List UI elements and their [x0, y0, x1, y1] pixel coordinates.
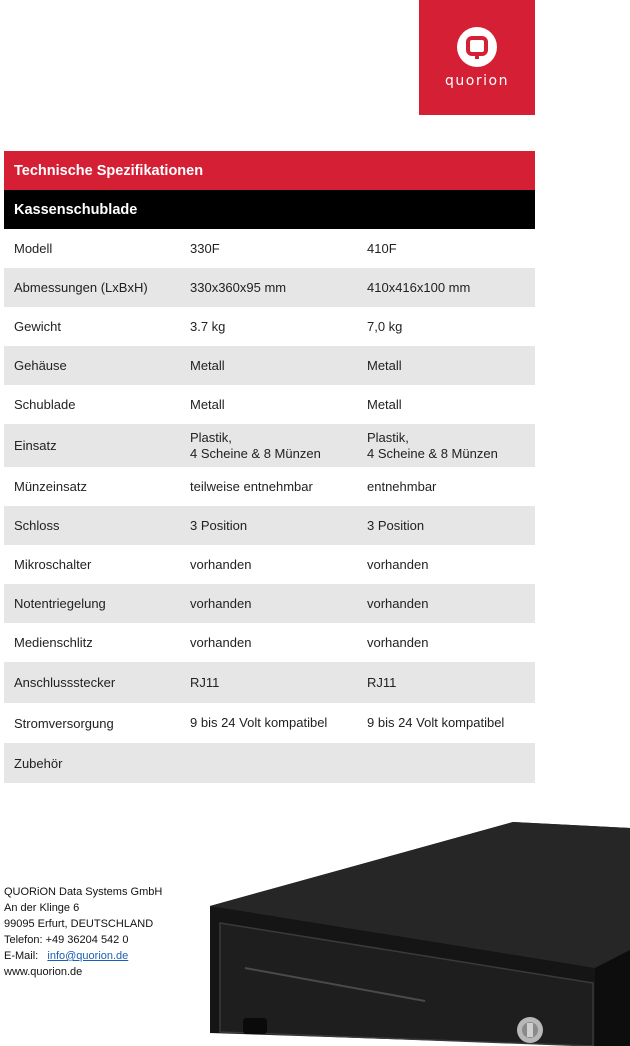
row-label: Modell [14, 241, 53, 256]
row-value-410f: 3 Position [367, 517, 425, 533]
company-address [4, 884, 162, 980]
table-row [4, 467, 535, 506]
row-value-410f: 410x416x100 mm [367, 279, 471, 295]
row-value-330f: Metall [190, 357, 225, 373]
row-label: Abmessungen (LxBxH) [14, 280, 148, 295]
quorion-q-icon [457, 27, 497, 67]
cash-drawer-image [205, 818, 630, 1046]
row-value-330f: 3 Position [190, 517, 248, 533]
table-row [4, 506, 535, 545]
row-value-410f: 9 bis 24 Volt kompatibel [367, 715, 505, 730]
company-street: An der Klinge 6 [4, 902, 80, 914]
row-label: Einsatz [14, 438, 57, 453]
table-row [4, 424, 535, 467]
row-value-330f: teilweise entnehmbar [190, 478, 313, 494]
quorion-logo [419, 0, 535, 115]
row-label: Gehäuse [14, 358, 67, 373]
row-label: Medienschlitz [14, 635, 93, 650]
table-row [4, 743, 535, 783]
table-row [4, 545, 535, 584]
row-value-410f: RJ11 [367, 674, 397, 690]
row-label: Schublade [14, 397, 76, 412]
spec-subtitle: Kassenschublade [4, 190, 535, 229]
company-name: QUORiON Data Systems GmbH [4, 886, 163, 898]
row-value-330f: RJ11 [190, 674, 220, 690]
row-label: Münzeinsatz [14, 479, 87, 494]
table-row [4, 703, 535, 743]
row-value-line: Plastik, [190, 429, 232, 445]
row-value-330f: 330x360x95 mm [190, 279, 287, 295]
row-value-line: 4 Scheine & 8 Münzen [190, 445, 321, 461]
company-website: www.quorion.de [4, 966, 83, 978]
company-email-line [4, 948, 162, 964]
row-value-330f: vorhanden [190, 634, 252, 650]
row-value-line: Plastik, [367, 429, 409, 445]
logo-text: quorion [445, 73, 509, 89]
table-row [4, 346, 535, 385]
table-row [4, 662, 535, 703]
row-label: Zubehör [14, 755, 63, 771]
table-row [4, 623, 535, 662]
row-value-410f: 410F [367, 240, 397, 256]
row-value-410f: Metall [367, 396, 402, 412]
row-label: Schloss [14, 518, 60, 533]
table-row [4, 229, 535, 268]
row-value-410f: entnehmbar [367, 478, 437, 494]
spec-table [4, 151, 535, 783]
row-value-410f: 7,0 kg [367, 318, 403, 334]
row-value-410f: vorhanden [367, 595, 429, 611]
table-row [4, 307, 535, 346]
table-row [4, 584, 535, 623]
row-value-410f [357, 430, 535, 462]
row-label: Mikroschalter [14, 557, 92, 572]
row-value-410f: vorhanden [367, 634, 429, 650]
row-value-330f: 9 bis 24 Volt kompatibel [190, 715, 328, 730]
row-value-330f: Metall [190, 396, 225, 412]
row-value-line: 4 Scheine & 8 Münzen [367, 445, 498, 461]
row-value-330f: vorhanden [190, 556, 252, 572]
row-label: Notentriegelung [14, 596, 106, 611]
row-label: Gewicht [14, 319, 61, 334]
row-value-410f: Metall [367, 357, 402, 373]
row-label: Stromversorgung [14, 715, 114, 731]
row-value-330f: vorhanden [190, 595, 252, 611]
row-value-330f: 330F [190, 240, 220, 256]
email-link[interactable]: info@quorion.de [47, 950, 129, 962]
email-label: E-Mail: [4, 950, 39, 962]
company-city: 99095 Erfurt, DEUTSCHLAND [4, 918, 154, 930]
table-row [4, 268, 535, 307]
row-value-410f: vorhanden [367, 556, 429, 572]
company-phone: Telefon: +49 36204 542 0 [4, 934, 129, 946]
table-row [4, 385, 535, 424]
row-value-330f: 3.7 kg [190, 318, 226, 334]
row-label: Anschlussstecker [14, 675, 116, 690]
row-value-330f [180, 430, 357, 462]
spec-title: Technische Spezifikationen [4, 151, 535, 190]
